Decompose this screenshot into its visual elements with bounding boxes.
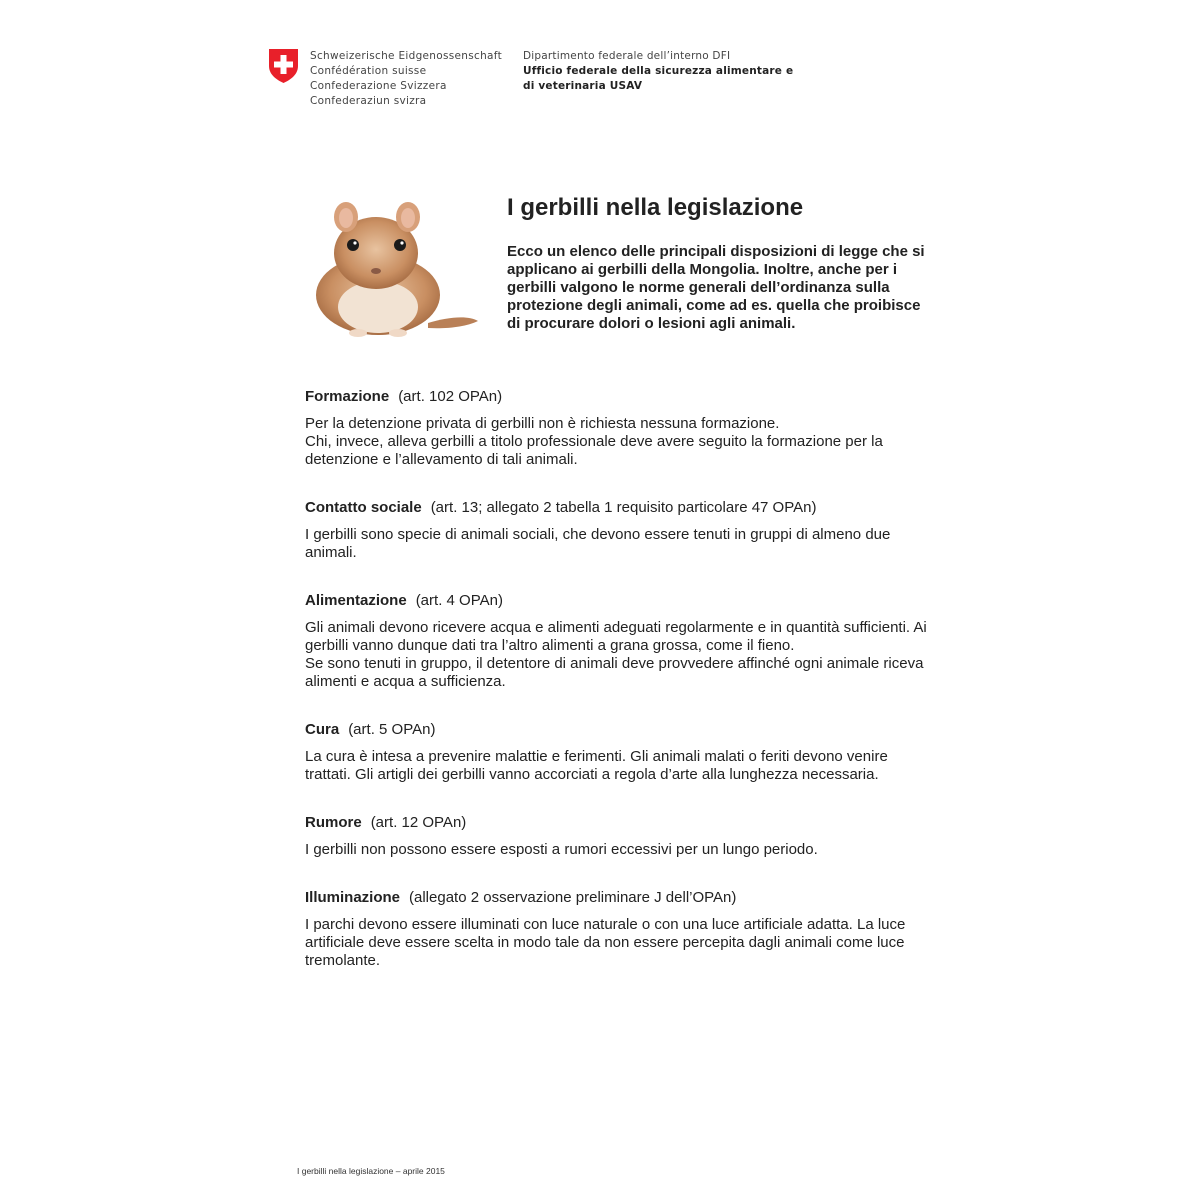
section-alimentazione [305, 592, 935, 691]
section-formazione [305, 388, 935, 469]
lead-paragraph: Ecco un elenco delle principali disposizioni di legge che si applicano ai gerbilli della Mongolia. Inoltre, anche per i gerbilli valgono le norme generali dell’ordinanza sulla protezione degli animali, come ad es. quella che proibisce di procurare dolori o lesioni agli animali. [507, 243, 925, 332]
section-reference: (allegato 2 osservazione preliminare J dell’OPAn) [409, 889, 737, 906]
page-footer: I gerbilli nella legislazione – aprile 2015 [297, 1166, 445, 1176]
section-text: Chi, invece, alleva gerbilli a titolo professionale deve avere seguito la formazione per la detenzione e l’allevamento di tali animali. [305, 433, 883, 468]
section-heading: Formazione [305, 388, 390, 405]
confederation-it: Confederazione Svizzera [310, 80, 447, 92]
section-reference: (art. 5 OPAn) [348, 721, 436, 738]
swiss-crest-logo [268, 48, 299, 84]
section-heading: Cura [305, 721, 340, 738]
confederation-fr: Confédération suisse [310, 65, 427, 77]
gerbil-photo [308, 195, 479, 343]
section-text: I parchi devono essere illuminati con luce naturale o con una luce artificiale adatta. La luce artificiale deve essere scelta in modo tale da non essere percepita dagli animali come luce tremolante. [305, 916, 906, 969]
section-reference: (art. 12 OPAn) [370, 814, 467, 831]
department-name: Dipartimento federale dell’interno DFI [523, 50, 731, 62]
section-text: Gli animali devono ricevere acqua e alimenti adeguati regolarmente e in quantità sufficienti. Ai gerbilli vanno dunque dati tra l’altro alimenti a grana grossa, come il fieno. [305, 619, 927, 654]
department-info [523, 49, 793, 94]
section-contatto-sociale [305, 499, 935, 562]
section-rumore [305, 814, 935, 859]
section-reference: (art. 13; allegato 2 tabella 1 requisito particolare 47 OPAn) [430, 499, 817, 516]
section-text: I gerbilli non possono essere esposti a rumori eccessivi per un lungo periodo. [305, 841, 818, 858]
confederation-de: Schweizerische Eidgenossenschaft [310, 50, 502, 62]
section-text: I gerbilli sono specie di animali sociali, che devono essere tenuti in gruppi di almeno due animali. [305, 526, 891, 561]
section-text: Per la detenzione privata di gerbilli non è richiesta nessuna formazione. [305, 415, 780, 432]
section-reference: (art. 102 OPAn) [398, 388, 503, 405]
section-heading: Rumore [305, 814, 362, 831]
sections-list [305, 388, 935, 1000]
section-heading: Illuminazione [305, 889, 401, 906]
confederation-rm: Confederaziun svizra [310, 95, 427, 107]
section-heading: Alimentazione [305, 592, 407, 609]
page-title: I gerbilli nella legislazione [507, 194, 804, 221]
section-reference: (art. 4 OPAn) [415, 592, 503, 609]
office-name-line2: di veterinaria USAV [523, 80, 643, 92]
section-text: La cura è intesa a prevenire malattie e ferimenti. Gli animali malati o feriti devono venire trattati. Gli artigli dei gerbilli vanno accorciati a regola d’arte alla lunghezza necessaria. [305, 748, 888, 783]
section-cura [305, 721, 935, 784]
office-name-line1: Ufficio federale della sicurezza alimentare e [523, 65, 794, 77]
confederation-names [310, 49, 502, 109]
section-text: Se sono tenuti in gruppo, il detentore di animali deve provvedere affinché ogni animale riceva alimenti e acqua a sufficienza. [305, 655, 924, 690]
section-illuminazione [305, 889, 935, 970]
section-heading: Contatto sociale [305, 499, 422, 516]
